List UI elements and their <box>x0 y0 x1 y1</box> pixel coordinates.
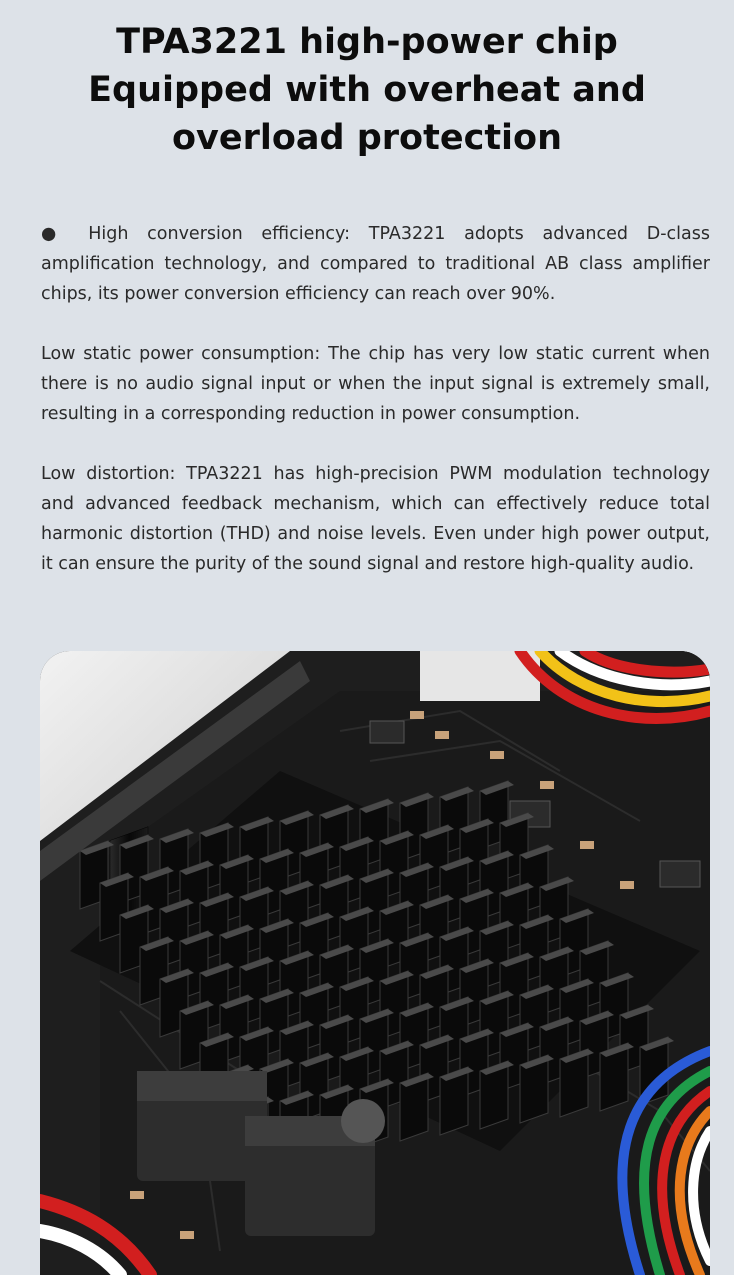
title-line-3: overload protection <box>171 118 563 158</box>
title-line-1: TPA3221 high-power chip <box>116 22 618 62</box>
amplifier-board-photo <box>40 651 710 1275</box>
page-title <box>0 18 734 162</box>
feature-description <box>41 219 710 609</box>
circuit-board-illustration <box>40 651 710 1275</box>
paragraph-distortion: Low distortion: TPA3221 has high-precision PWM modulation technology and advanced feedback mechanism, which can effectively reduce total harmonic distortion (THD) and noise levels. Even under high power output, it can ensure the purity of the sound signal and restore high-quality audio. <box>41 464 710 574</box>
paragraph-efficiency: ● High conversion efficiency: TPA3221 adopts advanced D-class amplification technology, and compared to traditional AB class amplifier chips, its power conversion efficiency can reach over 90%. <box>41 224 710 304</box>
title-line-2: Equipped with overheat and <box>88 70 646 110</box>
paragraph-static-power: Low static power consumption: The chip has very low static current when there is no audio signal input or when the input signal is extremely small, resulting in a corresponding reduction in power consumption. <box>41 344 710 424</box>
